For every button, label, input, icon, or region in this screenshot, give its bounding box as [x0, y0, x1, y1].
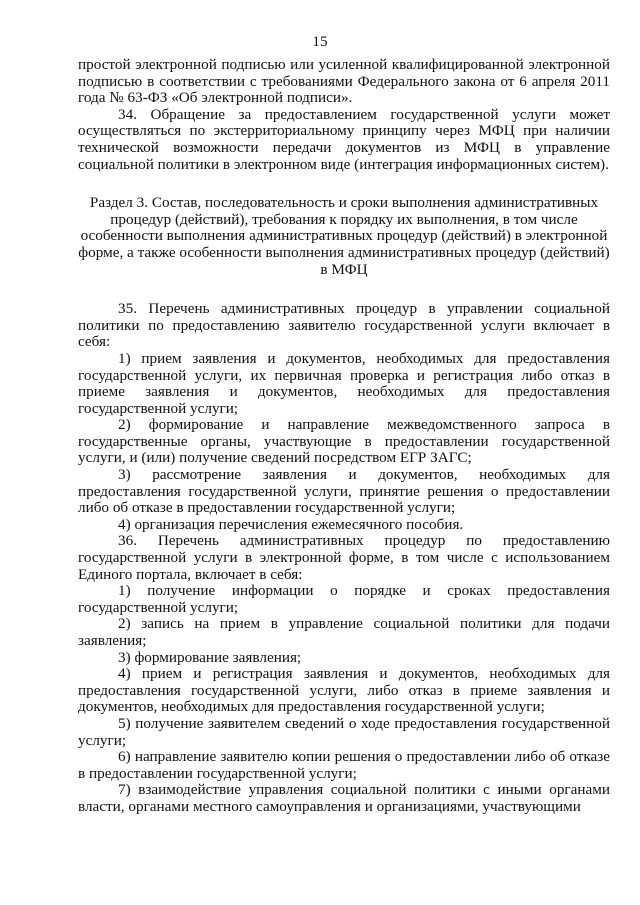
paragraph: 3) формирование заявления;: [118, 648, 302, 666]
paragraph: 36. Перечень административных процедур по предоставлению государственной услуги в электронной форме, в том числе с использованием Единого портала, включает в себя:: [78, 532, 610, 583]
paragraphs-after-heading: [78, 301, 610, 815]
paragraph: 7) взаимодействие управления социальной политики с иными органами власти, органами местного самоуправления и организациями, участвующими: [78, 781, 610, 815]
paragraph: простой электронной подписью или усиленной квалифицированной электронной подписью в соответствии с требованиями Федерального закона от 6 апреля 2011 года № 63-ФЗ «Об электронной подписи».: [78, 56, 610, 107]
paragraph: 1) прием заявления и документов, необходимых для предоставления государственной услуги, их первичная проверка и регистрация либо отказ в приеме заявления и документов, необходимых для предоставления государственной услуги;: [78, 349, 610, 417]
paragraph: 5) получение заявителем сведений о ходе предоставления государственной услуги;: [78, 714, 610, 749]
page-number: 15: [312, 33, 328, 50]
paragraph: 4) прием и регистрация заявления и документов, необходимых для предоставления государственной услуги, либо отказ в приеме заявления и документов, необходимых для предоставления государственной услуги;: [78, 665, 610, 716]
paragraph: 3) рассмотрение заявления и документов, необходимых для предоставления государственной услуги, принятие решения о предоставлении либо об отказе в предоставлении государственной услуги;: [78, 466, 610, 517]
paragraphs-before-heading: [78, 57, 610, 173]
paragraph: 4) организация перечисления ежемесячного пособия.: [118, 515, 464, 533]
paragraph: 1) получение информации о порядке и сроках предоставления государственной услуги;: [78, 582, 610, 616]
paragraph: 2) формирование и направление межведомственного запроса в государственные органы, участвующие в предоставлении государственной услуги, и (или) получение сведений посредством ЕГР ЗАГС;: [78, 416, 610, 467]
paragraph: 2) запись на прием в управление социальной политики для подачи заявления;: [78, 615, 610, 649]
document-body: [78, 57, 610, 816]
paragraph: 34. Обращение за предоставлением государственной услуги может осуществляться по экстерриториальному принципу через МФЦ при наличии технической возможности передачи документов из МФЦ в управление социальной политики в электронном виде (интеграция информационных систем).: [78, 105, 610, 173]
section-heading: Раздел 3. Состав, последовательность и сроки выполнения административных процедур (действий), требования к порядку их выполнения, в том числе особенности выполнения административных процедур (действий) в электронной форме, а также особенности выполнения административных процедур (действий) в МФЦ: [78, 194, 610, 278]
paragraph: 35. Перечень административных процедур в управлении социальной политики по предоставлению заявителю государственной услуги включает в себя:: [78, 300, 610, 351]
paragraph: 6) направление заявителю копии решения о предоставлении либо об отказе в предоставлении государственной услуги;: [78, 748, 610, 782]
